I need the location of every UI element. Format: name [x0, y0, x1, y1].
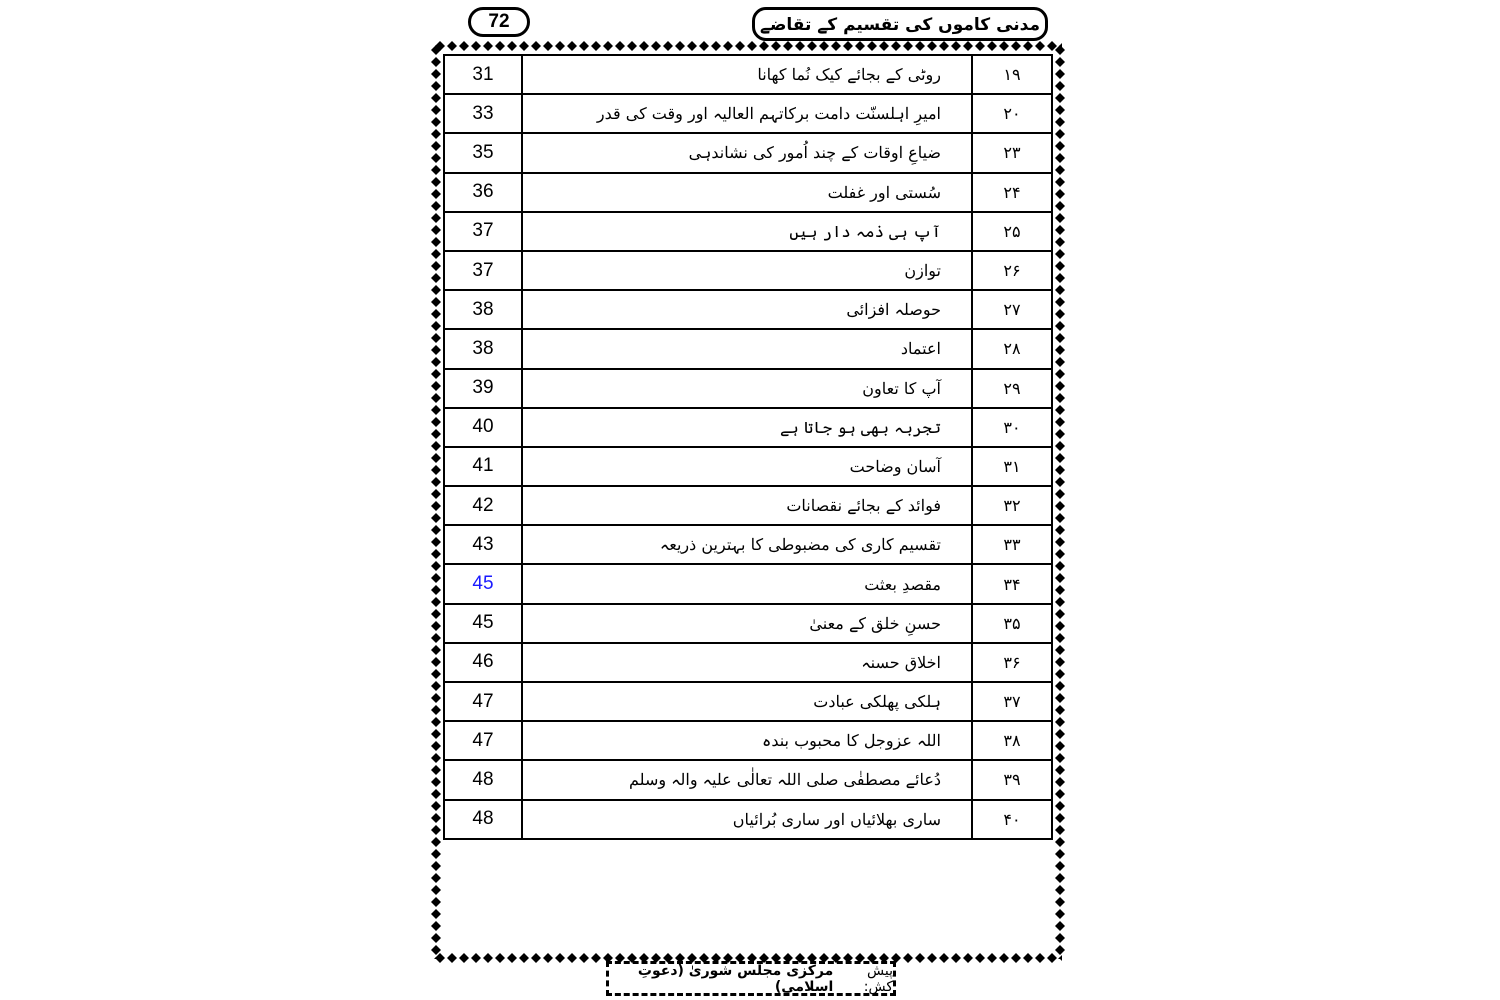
toc-page-number: 42 — [444, 486, 522, 525]
toc-entry-number: ۳۶ — [972, 643, 1052, 682]
toc-entry-title: تجربہ بھی ہو جاتا ہے — [522, 408, 972, 447]
toc-entry-number: ۲۷ — [972, 290, 1052, 329]
toc-row[interactable] — [444, 290, 1052, 329]
page-number — [468, 7, 530, 37]
toc-entry-number: ۳۰ — [972, 408, 1052, 447]
toc-row[interactable] — [444, 800, 1052, 839]
toc-entry-title: توازن — [522, 251, 972, 290]
toc-page-number: 35 — [444, 133, 522, 172]
toc-entry-number: ۳۱ — [972, 447, 1052, 486]
toc-entry-title: دُعائے مصطفٰی صلی اللہ تعالٰی علیہ والہ وسلم — [522, 760, 972, 799]
toc-page-number: 31 — [444, 55, 522, 94]
toc-page-number: 48 — [444, 800, 522, 839]
toc-entry-title: ساری بھلائیاں اور ساری بُرائیاں — [522, 800, 972, 839]
toc-page-number: 48 — [444, 760, 522, 799]
toc-page-number: 38 — [444, 329, 522, 368]
toc-row[interactable] — [444, 721, 1052, 760]
toc-entry-number: ۲۴ — [972, 173, 1052, 212]
toc-entry-title: آپ کا تعاون — [522, 369, 972, 408]
toc-row[interactable] — [444, 525, 1052, 564]
toc-entry-title: روٹی کے بجائے کیک نُما کھانا — [522, 55, 972, 94]
toc-entry-title: آسان وضاحت — [522, 447, 972, 486]
toc-entry-number: ۲۶ — [972, 251, 1052, 290]
toc-entry-number: ۳۷ — [972, 682, 1052, 721]
publisher-credit — [606, 961, 896, 996]
toc-entry-title: ضیاعِ اوقات کے چند اُمور کی نشاندہی — [522, 133, 972, 172]
toc-page-number: 41 — [444, 447, 522, 486]
toc-row[interactable] — [444, 564, 1052, 603]
toc-entry-number: ۳۹ — [972, 760, 1052, 799]
toc-entry-number: ۲۰ — [972, 94, 1052, 133]
toc-entry-number: ۱۹ — [972, 55, 1052, 94]
toc-entry-number: ۲۸ — [972, 329, 1052, 368]
toc-entry-number: ۳۸ — [972, 721, 1052, 760]
toc-entry-title: اخلاق حسنہ — [522, 643, 972, 682]
toc-row[interactable] — [444, 604, 1052, 643]
toc-entry-number: ۳۴ — [972, 564, 1052, 603]
toc-entry-title: سُستی اور غفلت — [522, 173, 972, 212]
toc-row[interactable] — [444, 760, 1052, 799]
toc-row[interactable] — [444, 329, 1052, 368]
toc-entry-title: ہلکی پھلکی عبادت — [522, 682, 972, 721]
book-title — [752, 7, 1048, 41]
table-of-contents — [443, 54, 1053, 840]
toc-entry-number: ۲۳ — [972, 133, 1052, 172]
toc-page-number: 38 — [444, 290, 522, 329]
toc-page-number: 36 — [444, 173, 522, 212]
toc-row[interactable] — [444, 251, 1052, 290]
toc-entry-number: ۳۲ — [972, 486, 1052, 525]
toc-row[interactable] — [444, 486, 1052, 525]
toc-page-number: 45 — [444, 564, 522, 603]
publisher-name: مرکزی مجلس شوریٰ (دعوتِ اسلامی) — [637, 962, 834, 995]
toc-entry-number: ۳۳ — [972, 525, 1052, 564]
toc-page-number: 40 — [444, 408, 522, 447]
toc-entry-number: ۲۵ — [972, 212, 1052, 251]
toc-row[interactable] — [444, 133, 1052, 172]
toc-row[interactable] — [444, 447, 1052, 486]
toc-entry-number: ۳۵ — [972, 604, 1052, 643]
toc-entry-title: امیرِ اہلسنّت دامت برکاتہم العالیہ اور وقت کی قدر — [522, 94, 972, 133]
toc-page-number: 47 — [444, 682, 522, 721]
toc-row[interactable] — [444, 173, 1052, 212]
toc-entry-title: آپ ہی ذمہ دار ہیں — [522, 212, 972, 251]
toc-entry-title: اللہ عزوجل کا محبوب بندہ — [522, 721, 972, 760]
toc-row[interactable] — [444, 369, 1052, 408]
toc-entry-title: فوائد کے بجائے نقصانات — [522, 486, 972, 525]
publisher-prefix: پیش کش: — [863, 962, 893, 995]
toc-entry-number: ۴۰ — [972, 800, 1052, 839]
toc-entry-title: اعتماد — [522, 329, 972, 368]
toc-row[interactable] — [444, 408, 1052, 447]
toc-page-number: 47 — [444, 721, 522, 760]
toc-row[interactable] — [444, 94, 1052, 133]
toc-entry-number: ۲۹ — [972, 369, 1052, 408]
page-number-text: 72 — [488, 11, 510, 32]
toc-page-number: 43 — [444, 525, 522, 564]
toc-entry-title: حوصلہ افزائی — [522, 290, 972, 329]
toc-page-number: 37 — [444, 251, 522, 290]
toc-page-number: 45 — [444, 604, 522, 643]
toc-page-number: 33 — [444, 94, 522, 133]
toc-row[interactable] — [444, 682, 1052, 721]
toc-entry-title: تقسیم کاری کی مضبوطی کا بہترین ذریعہ — [522, 525, 972, 564]
toc-entry-title: مقصدِ بعثت — [522, 564, 972, 603]
toc-page-number: 39 — [444, 369, 522, 408]
book-title-text: مدنی کاموں کی تقسیم کے تقاضے — [760, 14, 1040, 35]
toc-entry-title: حسنِ خلق کے معنیٰ — [522, 604, 972, 643]
toc-row[interactable] — [444, 212, 1052, 251]
toc-page-number: 37 — [444, 212, 522, 251]
toc-row[interactable] — [444, 55, 1052, 94]
toc-page-number: 46 — [444, 643, 522, 682]
toc-row[interactable] — [444, 643, 1052, 682]
